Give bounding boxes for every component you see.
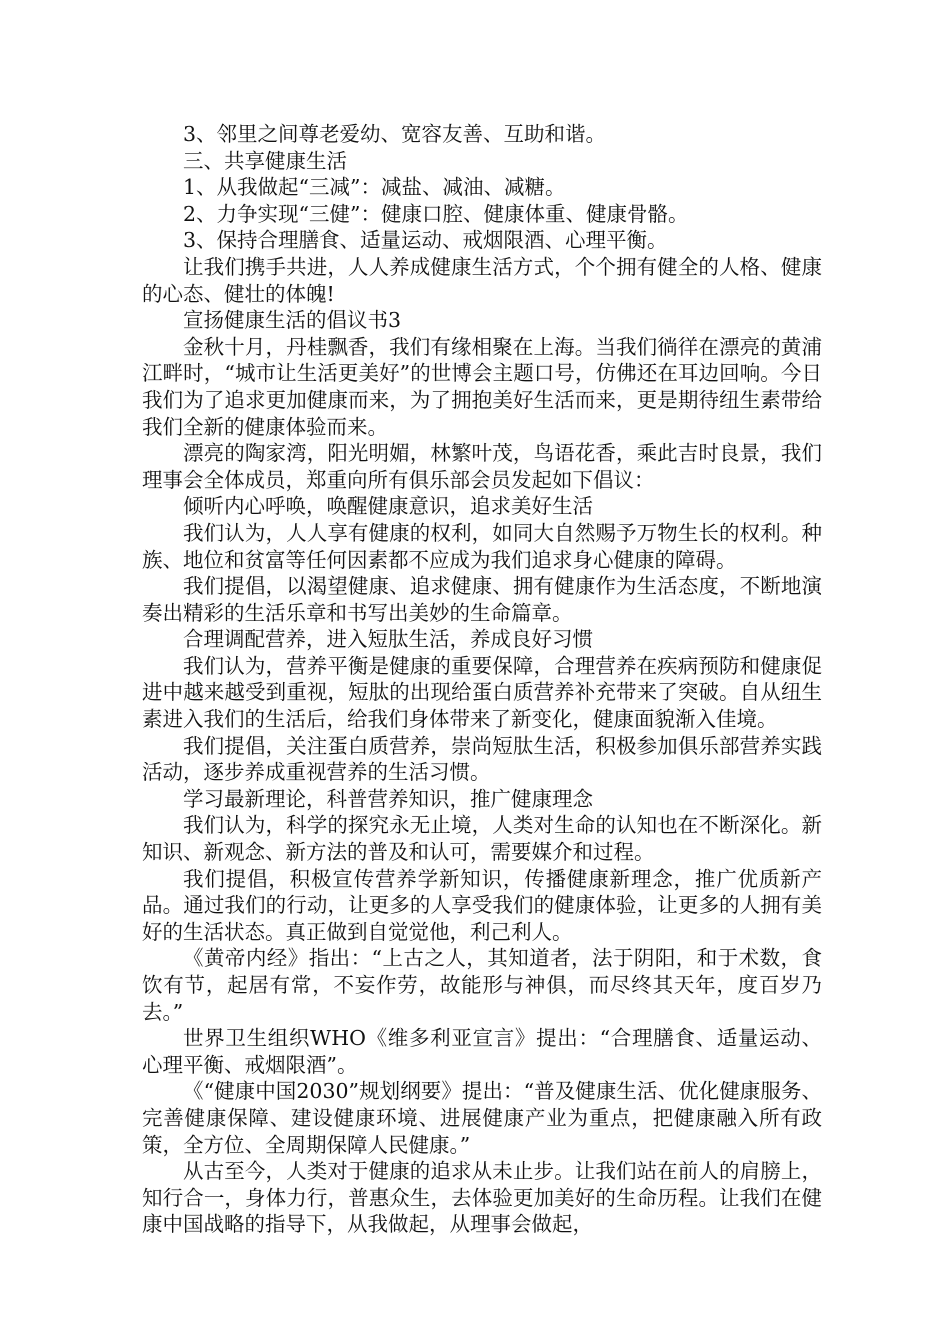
body-paragraph: 我们提倡，积极宣传营养学新知识，传播健康新理念，推广优质新产品。通过我们的行动，让更多的人享受我们的健康体验，让更多的人拥有美好的生活状态。真正做到自觉觉他，利己利人。 bbox=[142, 866, 822, 944]
list-item-balanced-lifestyle: 3、保持合理膳食、适量运动、戒烟限酒、心理平衡。 bbox=[183, 228, 668, 253]
body-paragraph: 我们提倡，以渴望健康、追求健康、拥有健康作为生活态度，不断地演奏出精彩的生活乐章和书写出美妙的生命篇章。 bbox=[142, 574, 822, 625]
subheading-nutrition: 合理调配营养，进入短肽生活，养成良好习惯 bbox=[183, 627, 593, 652]
document-title-proposal-3: 宣扬健康生活的倡议书3 bbox=[183, 308, 402, 333]
quote-huangdi-neijing: 《黄帝内经》指出：“上古之人，其知道者，法于阴阳，和于术数，食饮有节，起居有常，不妄作劳，故能形与神俱，而尽终其天年，度百岁乃去。” bbox=[142, 946, 822, 1024]
document-body bbox=[142, 121, 822, 1238]
subheading-learn-theory: 学习最新理论，科普营养知识，推广健康理念 bbox=[183, 786, 593, 811]
subheading-listen-inner-voice: 倾听内心呼唤，唤醒健康意识，追求美好生活 bbox=[183, 494, 593, 519]
body-paragraph: 漂亮的陶家湾，阳光明媚，林繁叶茂，鸟语花香，乘此吉时良景，我们理事会全体成员，郑重向所有俱乐部会员发起如下倡议： bbox=[142, 441, 822, 492]
quote-healthy-china-2030: 《“健康中国2030”规划纲要》提出：“普及健康生活、优化健康服务、完善健康保障、建设健康环境、进展健康产业为重点，把健康融入所有政策，全方位、全周期保障人民健康。” bbox=[142, 1079, 822, 1157]
closing-paragraph: 让我们携手共进，人人养成健康生活方式，个个拥有健全的人格、健康的心态、健壮的体魄! bbox=[142, 254, 822, 306]
body-paragraph: 从古至今，人类对于健康的追求从未止步。让我们站在前人的肩膀上，知行合一，身体力行，普惠众生，去体验更加美好的生命历程。让我们在健康中国战略的指导下，从我做起，从理事会做起， bbox=[142, 1159, 822, 1237]
body-paragraph: 我们认为，科学的探究永无止境，人类对生命的认知也在不断深化。新知识、新观念、新方法的普及和认可，需要媒介和过程。 bbox=[142, 813, 822, 865]
body-paragraph: 金秋十月，丹桂飘香，我们有缘相聚在上海。当我们徜徉在漂亮的黄浦江畔时，“城市让生活更美好”的世博会主题口号，仿佛还在耳边回响。今日我们为了追求更加健康而来，为了拥抱美好生活而来，更是期待纽生素带给我们全新的健康体验而来。 bbox=[142, 334, 822, 439]
body-paragraph: 我们提倡，关注蛋白质营养，崇尚短肽生活，积极参加俱乐部营养实践活动，逐步养成重视营养的生活习惯。 bbox=[142, 733, 822, 785]
body-paragraph: 我们认为，人人享有健康的权利，如同大自然赐予万物生长的权利。种族、地位和贫富等任何因素都不应成为我们追求身心健康的障碍。 bbox=[142, 520, 822, 572]
quote-who-victoria: 世界卫生组织WHO《维多利亚宣言》提出：“合理膳食、适量运动、心理平衡、戒烟限酒”。 bbox=[142, 1026, 822, 1077]
list-item-neighbors: 3、邻里之间尊老爱幼、宽容友善、互助和谐。 bbox=[183, 122, 607, 146]
body-paragraph: 我们认为，营养平衡是健康的重要保障，合理营养在疾病预防和健康促进中越来越受到重视，短肽的出现给蛋白质营养补充带来了突破。自从纽生素进入我们的生活后，给我们身体带来了新变化，健康面貌渐入佳境。 bbox=[142, 653, 822, 732]
list-item-three-healths: 2、力争实现“三健”：健康口腔、健康体重、健康骨骼。 bbox=[183, 201, 689, 226]
section-heading-share-healthy-life: 三、共享健康生活 bbox=[183, 148, 347, 173]
list-item-three-reductions: 1、从我做起“三减”：减盐、减油、减糖。 bbox=[183, 175, 566, 200]
